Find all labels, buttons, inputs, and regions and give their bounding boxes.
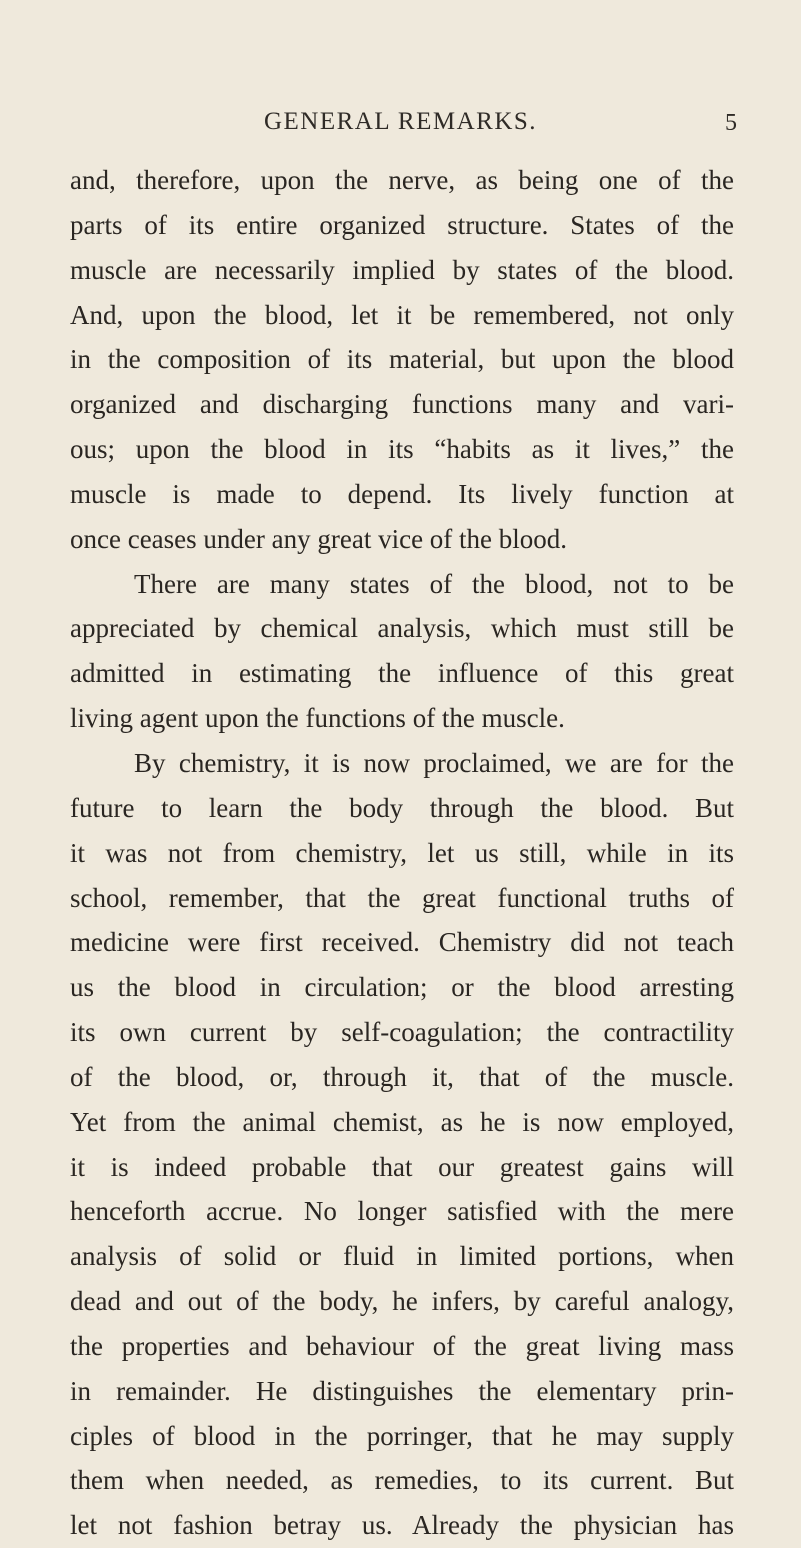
- page-number: 5: [725, 110, 737, 136]
- text-line: us the blood in circulation; or the blood arresting: [70, 972, 734, 1003]
- text-line: its own current by self-coagulation; the contractility: [70, 1017, 734, 1048]
- text-line: school, remember, that the great functional truths of: [70, 882, 734, 913]
- text-line: medicine were first received. Chemistry did not teach: [70, 927, 734, 958]
- text-line: and, therefore, upon the nerve, as being one of the: [70, 165, 734, 195]
- text-line: muscle are necessarily implied by states of the blood.: [70, 254, 734, 285]
- text-line: let not fashion betray us. Already the physician has: [70, 1510, 734, 1541]
- text-line: ciples of blood in the porringer, that he may supply: [70, 1420, 734, 1451]
- text-line: And, upon the blood, let it be remembered, not only: [70, 299, 734, 330]
- text-line: future to learn the body through the blood. But: [70, 792, 734, 823]
- text-line: it is indeed probable that our greatest gains will: [70, 1151, 734, 1182]
- text-line: appreciated by chemical analysis, which must still be: [70, 613, 734, 644]
- text-line: analysis of solid or fluid in limited portions, when: [70, 1241, 734, 1272]
- text-line: it was not from chemistry, let us still, while in its: [70, 837, 734, 868]
- text-line: in the composition of its material, but upon the blood: [70, 344, 734, 375]
- text-line: the properties and behaviour of the great living mass: [70, 1330, 734, 1361]
- text-line: By chemistry, it is now proclaimed, we are for the: [134, 747, 734, 778]
- text-line: in remainder. He distinguishes the elementary prin-: [70, 1375, 734, 1406]
- text-line: organized and discharging functions many and vari-: [70, 389, 734, 420]
- text-line: Yet from the animal chemist, as he is now employed,: [70, 1106, 734, 1137]
- text-line: There are many states of the blood, not to be: [134, 568, 734, 599]
- body-text: [70, 158, 734, 1548]
- text-line: admitted in estimating the influence of this great: [70, 658, 734, 689]
- text-line: ous; upon the blood in its “habits as it lives,” the: [70, 434, 734, 465]
- text-line: living agent upon the functions of the muscle.: [70, 703, 565, 734]
- text-line: once ceases under any great vice of the blood.: [70, 523, 568, 554]
- text-line: dead and out of the body, he infers, by careful analogy,: [70, 1286, 734, 1317]
- text-line: them when needed, as remedies, to its current. But: [70, 1465, 734, 1496]
- text-line: henceforth accrue. No longer satisfied with the mere: [70, 1196, 734, 1227]
- running-head: [0, 108, 801, 138]
- running-head-title: GENERAL REMARKS.: [263, 108, 538, 135]
- text-line: muscle is made to depend. Its lively function at: [70, 478, 734, 509]
- text-line: of the blood, or, through it, that of the muscle.: [70, 1061, 734, 1092]
- text-line: parts of its entire organized structure. States of the: [70, 209, 734, 240]
